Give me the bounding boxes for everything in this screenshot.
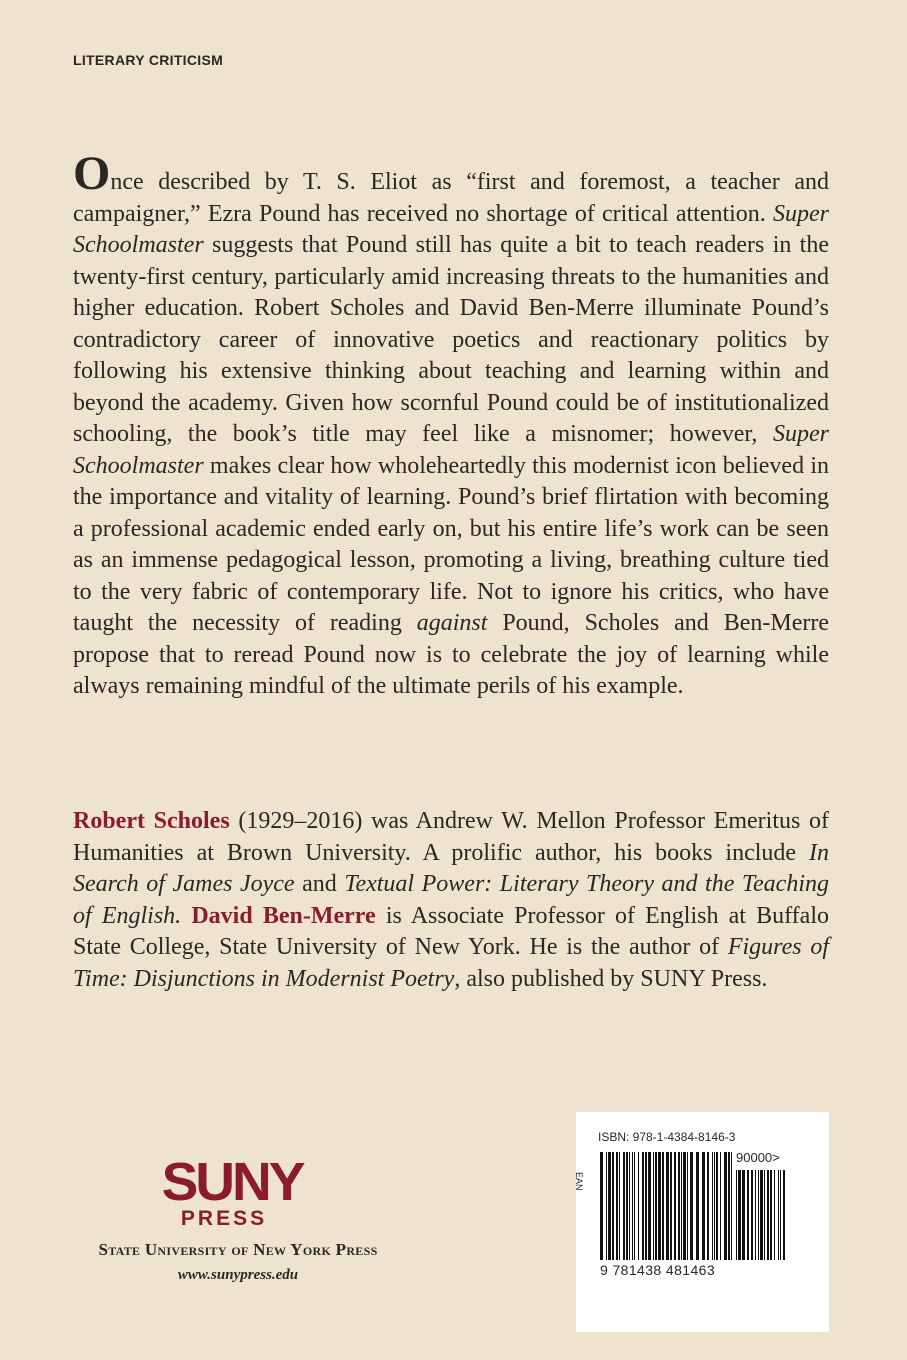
book-title-italic: Super Schoolmaster (73, 421, 829, 479)
barcode-bar (606, 1152, 607, 1260)
logo-suny-text: SUNY (161, 1152, 303, 1212)
barcode-bar (770, 1170, 772, 1260)
author-name-scholes: Robert Scholes (73, 808, 230, 834)
barcode-bar (662, 1152, 664, 1260)
isbn-label: ISBN: 978-1-4384-8146-3 (598, 1130, 736, 1144)
publisher-url: www.sunypress.edu (177, 1267, 299, 1283)
barcode-bar (670, 1152, 672, 1260)
barcode-bar (702, 1152, 705, 1260)
barcode-bar (736, 1170, 737, 1260)
blurb-text-4: Pound, Scholes and Ben-Merre propose that to reread Pound now is to celebrate the joy of learning while always remaining mindful of the ultimate perils of his example. (73, 610, 829, 699)
bio-text: is Associate Professor of English at Buffalo State College, State University of New York. He is the author of (73, 902, 829, 960)
book-title-italic: Figures of Time: Disjunctions in Modernist Poetry (73, 934, 830, 992)
barcode-bar (724, 1152, 727, 1260)
barcode-bar (681, 1152, 682, 1260)
barcode-bar (720, 1152, 721, 1260)
price-code: 90000> (736, 1150, 780, 1165)
author-name-ben-merre: David Ben-Merre (191, 902, 376, 929)
barcode-bar (755, 1170, 756, 1260)
isbn-digits: 9 781438 481463 (600, 1262, 715, 1278)
blurb-text-3: makes clear how wholeheartedly this modernist icon believed in the importance and vitality of learning. Pound’s brief flirtation with becoming a professional academic ended early on, but his entire life’s work can be seen as an immense pedagogical lesson, promoting a living, breathing culture tied to the very fabric of contemporary life. Not to ignore his critics, who have taught the necessity of reading (73, 452, 829, 636)
barcode-bar (608, 1152, 611, 1260)
barcode-bar (714, 1152, 715, 1260)
barcode-bar (616, 1152, 618, 1260)
barcode-bar (638, 1152, 639, 1260)
barcode-bar (764, 1170, 765, 1260)
barcode-bar (683, 1152, 686, 1260)
barcode-bar (623, 1152, 625, 1260)
barcode-bar (778, 1170, 779, 1260)
barcode-bar (760, 1170, 763, 1260)
barcode-bar (632, 1152, 633, 1260)
barcode-bar (612, 1152, 614, 1260)
suny-press-logo (73, 1152, 403, 1285)
barcode-bar (742, 1170, 745, 1260)
barcode-bar (653, 1152, 654, 1260)
blurb-paragraph (73, 147, 829, 703)
barcode-bar (619, 1152, 620, 1260)
barcode-bar (738, 1170, 741, 1260)
barcode-bar (728, 1152, 730, 1260)
bio-text (181, 903, 191, 929)
barcode-bar (731, 1152, 732, 1260)
barcode-bar (678, 1152, 680, 1260)
barcode-bar (687, 1152, 688, 1260)
barcode-bar (780, 1170, 781, 1260)
barcode-bar (783, 1170, 785, 1260)
barcode-bar (600, 1152, 603, 1260)
barcode-bar (696, 1152, 699, 1260)
barcode-bar (629, 1152, 630, 1260)
barcode-bar (648, 1152, 651, 1260)
barcode-bar (634, 1152, 635, 1260)
blurb-text-1: nce described by T. S. Eliot as “first and foremost, a teacher and campaigner,” Ezra Pound has received no shortage of critical attention. (73, 169, 829, 227)
barcode-panel (576, 1112, 829, 1332)
bio-text: , also published by SUNY Press. (454, 965, 768, 992)
ean-label: EAN (574, 1172, 584, 1191)
barcode-bar (751, 1170, 753, 1260)
logo-press-text: PRESS (180, 1207, 268, 1230)
emphasis-against: against (416, 610, 488, 636)
barcode-icon (600, 1152, 732, 1260)
publisher-name: State University of New York Press (98, 1240, 378, 1259)
author-bio (73, 806, 829, 995)
barcode-bar (774, 1170, 775, 1260)
barcode-bar (758, 1170, 759, 1260)
book-title-italic: Super Schoolmaster (73, 200, 829, 258)
book-title-italic: Textual Power: Literary Theory and the Teaching of English. (73, 871, 830, 929)
barcode-bar (747, 1170, 749, 1260)
price-barcode-icon (736, 1170, 786, 1260)
barcode-bar (674, 1152, 676, 1260)
barcode-bar (658, 1152, 661, 1260)
barcode-bar (767, 1170, 769, 1260)
bio-text: and (294, 871, 345, 897)
blurb-text-2: suggests that Pound still has quite a bit to teach readers in the twenty-first century, particularly amid increasing threats to the humanities and higher education. Robert Scholes and David Ben-Merre illuminate Pound’s contradictory career of innovative poetics and reactionary politics by following his extensive thinking about teaching and learning within and beyond the academy. Given how scornful Pound could be of institutionalized schooling, the book’s title may feel like a misnomer; however, (73, 232, 829, 447)
book-title-italic: In Search of James Joyce (73, 839, 829, 897)
barcode-bar (626, 1152, 628, 1260)
barcode-bar (716, 1152, 718, 1260)
barcode-bar (690, 1152, 693, 1260)
barcode-bar (707, 1152, 709, 1260)
category-label: LITERARY CRITICISM (73, 52, 224, 68)
bio-text: (1929–2016) was Andrew W. Mellon Professor Emeritus of Humanities at Brown University. A prolific author, his books include (73, 808, 830, 866)
barcode-bar (642, 1152, 644, 1260)
barcode-bar (655, 1152, 657, 1260)
barcode-bar (712, 1152, 713, 1260)
barcode-bar (645, 1152, 647, 1260)
barcode-bar (666, 1152, 669, 1260)
drop-cap: O (73, 147, 111, 200)
